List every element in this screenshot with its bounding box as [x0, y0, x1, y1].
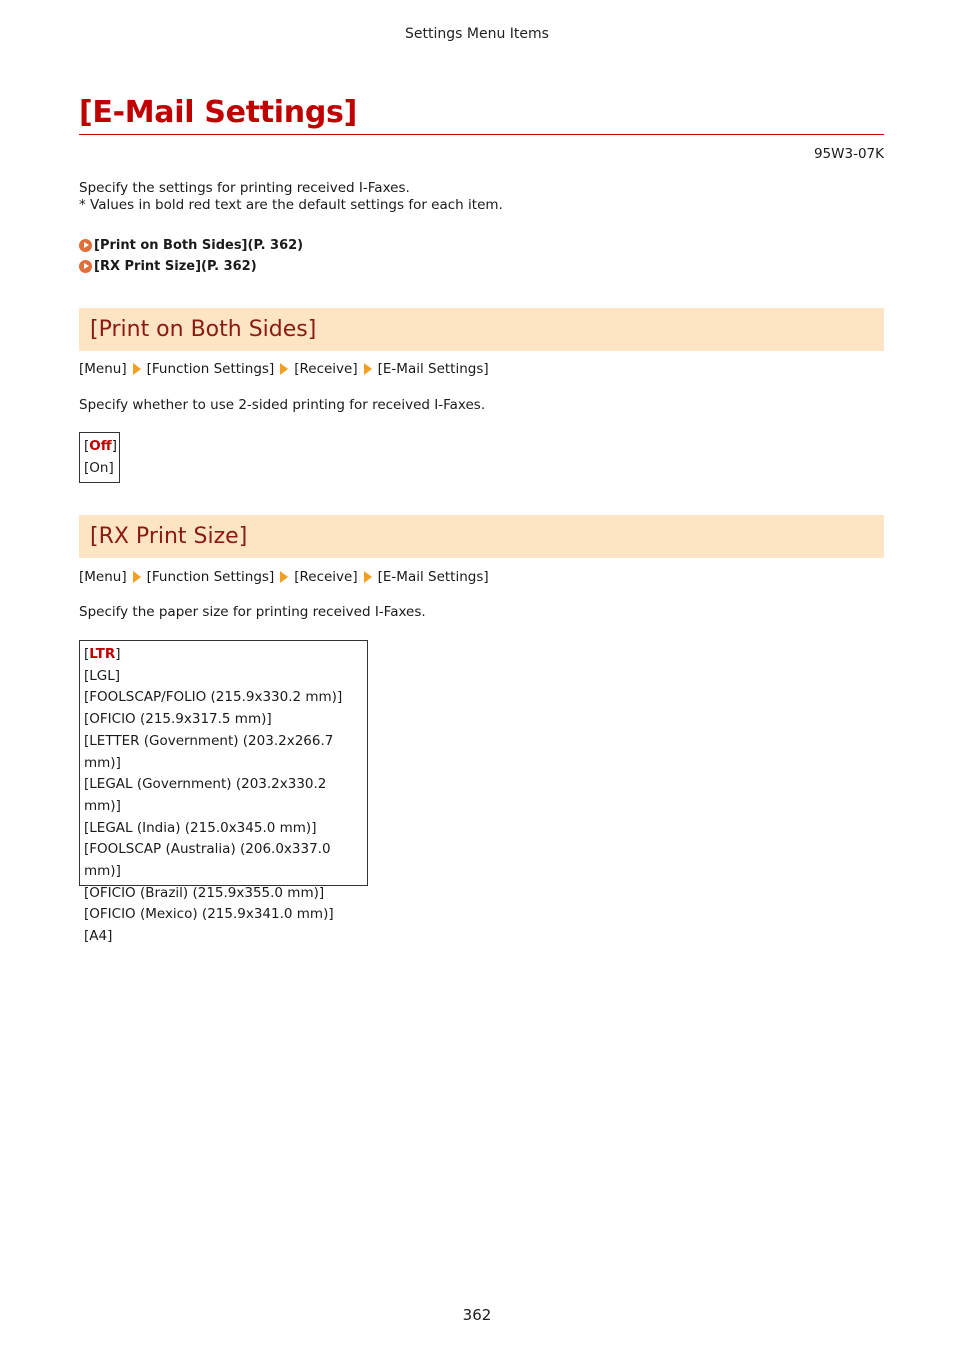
path-item: [Receive]: [294, 569, 358, 585]
path-item: [Menu]: [79, 361, 127, 377]
option-item: [OFICIO (Brazil) (215.9x355.0 mm)]: [84, 884, 325, 901]
page-title: [E-Mail Settings]: [79, 94, 884, 135]
path-item: [E-Mail Settings]: [377, 569, 489, 585]
menu-path: [79, 569, 489, 585]
option-item: [LEGAL (India) (215.0x345.0 mm)]: [84, 819, 317, 836]
option-item: [LEGAL (Government) (203.2x330.2 mm)]: [84, 776, 327, 814]
page-number: 362: [462, 1306, 492, 1324]
link-rx-print-size[interactable]: [79, 256, 303, 277]
option-item: [A4]: [84, 928, 113, 945]
default-value: LTR: [89, 646, 116, 662]
link-label: [Print on Both Sides](P. 362): [94, 238, 304, 253]
path-item: [E-Mail Settings]: [377, 361, 489, 377]
path-arrow-icon: [280, 571, 288, 583]
section-description: Specify whether to use 2-sided printing for received I-Faxes.: [79, 397, 486, 413]
section-heading-rx-print-size: [RX Print Size]: [79, 515, 884, 558]
menu-path: [79, 361, 489, 377]
option-item: [FOOLSCAP (Australia) (206.0x337.0 mm)]: [84, 841, 331, 880]
option-item: [On]: [84, 459, 114, 476]
path-arrow-icon: [364, 363, 372, 375]
intro-note: * Values in bold red text are the default settings for each item.: [79, 197, 503, 213]
path-arrow-icon: [133, 571, 141, 583]
default-value: Off: [89, 438, 112, 454]
running-header: Settings Menu Items: [405, 26, 549, 42]
option-item: [LGL]: [84, 667, 121, 684]
option-item: [FOOLSCAP/FOLIO (215.9x330.2 mm)]: [84, 689, 343, 706]
path-arrow-icon: [364, 571, 372, 583]
intro-line: Specify the settings for printing received I-Faxes.: [79, 180, 410, 196]
path-item: [Function Settings]: [146, 569, 275, 585]
option-item: [LETTER (Government) (203.2x266.7 mm)]: [84, 732, 334, 771]
link-label: [RX Print Size](P. 362): [94, 259, 257, 274]
option-default: [LTR]: [84, 646, 121, 662]
link-arrow-icon: [79, 260, 92, 273]
section-heading-print-on-both-sides: [Print on Both Sides]: [79, 308, 884, 351]
document-id: 95W3-07K: [813, 146, 884, 162]
option-default: [Off]: [84, 438, 117, 454]
path-item: [Receive]: [294, 361, 358, 377]
section-links: [79, 235, 303, 277]
path-item: [Function Settings]: [146, 361, 275, 377]
options-box: [79, 432, 120, 483]
link-print-on-both-sides[interactable]: [79, 235, 303, 256]
section-description: Specify the paper size for printing received I-Faxes.: [79, 604, 426, 620]
option-item: [OFICIO (215.9x317.5 mm)]: [84, 711, 272, 728]
option-item: [OFICIO (Mexico) (215.9x341.0 mm)]: [84, 906, 334, 923]
path-arrow-icon: [133, 363, 141, 375]
path-item: [Menu]: [79, 569, 127, 585]
path-arrow-icon: [280, 363, 288, 375]
options-box: [79, 640, 368, 945]
intro-text: [79, 180, 503, 214]
link-arrow-icon: [79, 239, 92, 252]
